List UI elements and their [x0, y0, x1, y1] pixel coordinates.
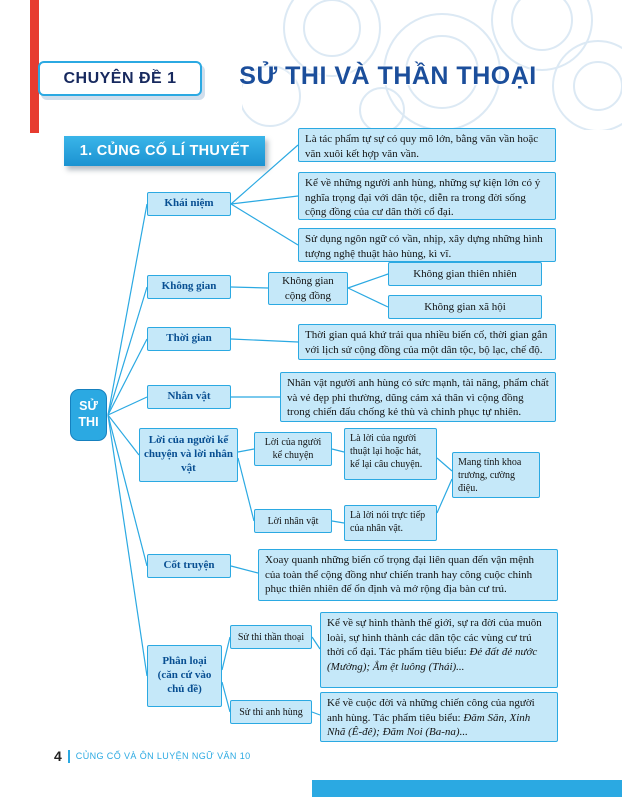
book-title: CỦNG CỐ VÀ ÔN LUYỆN NGỮ VĂN 10	[75, 751, 251, 761]
khong-gian-thien-nhien: Không gian thiên nhiên	[388, 262, 542, 286]
su-thi-than-thoai-content	[320, 612, 558, 688]
section-title-label: 1. CỦNG CỐ LÍ THUYẾT	[79, 143, 250, 159]
khong-gian-xa-hoi: Không gian xã hội	[388, 295, 542, 319]
khong-gian-hub: Không gian cộng đồng	[268, 272, 348, 305]
section-title	[64, 136, 265, 166]
branch-khong-gian: Không gian	[147, 275, 231, 299]
khai-niem-item-2: Kể về những người anh hùng, những sự kiện lớn có ý nghĩa trọng đại với dân tộc, diễn ra trong đời sống cộng đồng của cư dân thời cổ đại.	[298, 172, 556, 220]
loi-note-khoa-truong: Mang tính khoa trương, cường điệu.	[452, 452, 540, 498]
branch-nhan-vat: Nhân vật	[147, 385, 231, 409]
loi-nhan-vat-label: Lời nhân vật	[254, 509, 332, 533]
chapter-badge	[38, 61, 202, 96]
branch-phan-loai: Phân loại (căn cứ vào chủ đề)	[147, 645, 222, 707]
cot-truyen-content: Xoay quanh những biến cố trọng đại liên quan đến vận mệnh của toàn thể cộng đồng như chiến tranh hay công cuộc chinh phục thiên nhiên để ổn định và mở rộng địa bàn cư trú.	[258, 549, 558, 601]
root-node-su-thi: SỬ THI	[70, 389, 107, 441]
su-thi-anh-hung-content	[320, 692, 558, 742]
chapter-badge-label: CHUYÊN ĐỀ 1	[63, 69, 177, 87]
su-thi-anh-hung-label: Sử thi anh hùng	[230, 700, 312, 724]
footer-divider	[68, 750, 70, 763]
su-thi-than-thoai-text: Kể về sự hình thành thế giới, sự ra đời của muôn loài, sự hình thành các dân tộc các vùng cư trú thời cổ đại. Tác phẩm tiêu biểu:	[327, 617, 542, 659]
khai-niem-item-1: Là tác phẩm tự sự có quy mô lớn, bằng văn vần hoặc văn xuôi kết hợp văn vần.	[298, 128, 556, 162]
loi-nguoi-ke-chuyen-content: Là lời của người thuật lại hoặc hát, kể lại câu chuyện.	[344, 428, 437, 480]
loi-nhan-vat-content: Là lời nói trực tiếp của nhân vật.	[344, 505, 437, 541]
khai-niem-item-3: Sử dụng ngôn ngữ có vần, nhịp, xây dựng những hình tượng nghệ thuật hào hùng, kì vĩ.	[298, 228, 556, 262]
branch-khai-niem: Khái niệm	[147, 192, 231, 216]
su-thi-than-thoai-label: Sử thi thần thoại	[230, 625, 312, 649]
branch-cot-truyen: Cốt truyện	[147, 554, 231, 578]
su-thi-anh-hung-text: Kể về cuộc đời và những chiến công của người anh hùng. Tác phẩm tiêu biểu:	[327, 697, 535, 724]
branch-thoi-gian: Thời gian	[147, 327, 231, 351]
su-thi-anh-hung-works: Đăm Săn, Xinh Nhã (Ê-đê); Đăm Noi (Ba-na)...	[327, 711, 531, 739]
su-thi-than-thoai-works: Đẻ đất đẻ nước (Mường); Ẳm ệt luông (Thái)...	[327, 646, 538, 673]
thoi-gian-content: Thời gian quá khứ trải qua nhiều biến cố, thời gian gắn với lịch sử cộng đồng của một dân tộc, bộ lạc, chế độ.	[298, 324, 556, 360]
bottom-accent-bar	[312, 780, 622, 797]
loi-nguoi-ke-chuyen-label: Lời của người kể chuyện	[254, 432, 332, 466]
nhan-vat-content: Nhân vật người anh hùng có sức mạnh, tài năng, phẩm chất và vẻ đẹp phi thường, dũng cảm xả thân vì cộng đồng trong chiến đấu chống kẻ thù và chinh phục tự nhiên.	[280, 372, 556, 422]
page-number: 4	[54, 748, 62, 764]
page-title: SỬ THI VÀ THẦN THOẠI	[239, 62, 537, 90]
branch-loi: Lời của người kể chuyện và lời nhân vật	[139, 428, 238, 482]
footer	[54, 748, 251, 764]
